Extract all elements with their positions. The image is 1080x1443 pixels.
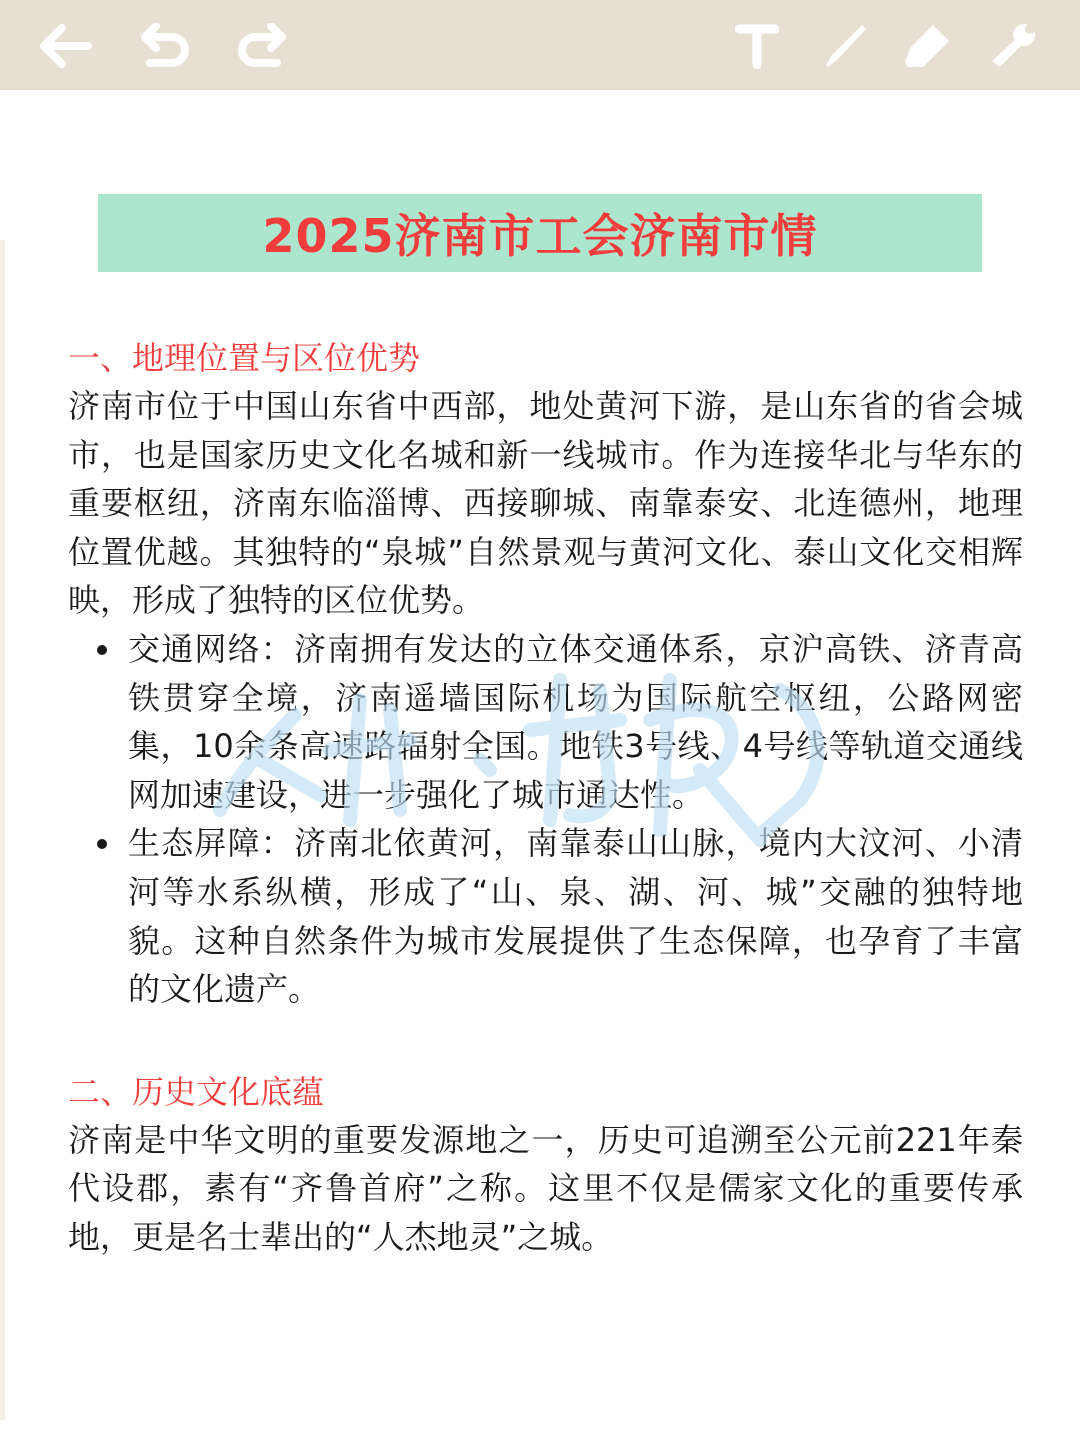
page-edge xyxy=(0,240,5,1420)
pen-tool-icon[interactable] xyxy=(815,16,875,76)
eraser-icon[interactable] xyxy=(898,16,958,76)
wrench-icon[interactable] xyxy=(983,16,1043,76)
undo-icon[interactable] xyxy=(135,16,195,76)
back-arrow-icon[interactable] xyxy=(35,16,95,76)
text-tool-icon[interactable] xyxy=(727,16,787,76)
bullet-list xyxy=(68,625,1023,1014)
bullet-item-ecology: 生态屏障：济南北依黄河，南靠泰山山脉，境内大汶河、小清河等水系纵横，形成了“山、泉、湖、河、城”交融的独特地貌。这种自然条件为城市发展提供了生态保障，也孕育了丰富的文化遗产。 xyxy=(128,819,1023,1013)
bullet-item-transport: 交通网络：济南拥有发达的立体交通体系，京沪高铁、济青高铁贯穿全境，济南遥墙国际机场为国际航空枢纽，公路网密集，10余条高速路辐射全国。地铁3号线、4号线等轨道交通线网加速建设，进一步强化了城市通达性。 xyxy=(128,625,1023,819)
title-banner xyxy=(98,194,982,272)
section-heading: 一、地理位置与区位优势 xyxy=(68,339,421,377)
page-title: 2025济南市工会济南市情 xyxy=(262,209,818,263)
section-paragraph: 济南是中华文明的重要发源地之一，历史可追溯至公元前221年秦代设郡，素有“齐鲁首府”之称。这里不仅是儒家文化的重要传承地，更是名士辈出的“人杰地灵”之城。 xyxy=(68,1120,1023,1256)
document-body xyxy=(68,334,1023,1262)
toolbar xyxy=(0,0,1080,90)
section-paragraph: 济南市位于中国山东省中西部，地处黄河下游，是山东省的省会城市，也是国家历史文化名城和新一线城市。作为连接华北与华东的重要枢纽，济南东临淄博、西接聊城、南靠泰安、北连德州，地理位置优越。其独特的“泉城”自然景观与黄河文化、泰山文化交相辉映，形成了独特的区位优势。 xyxy=(68,387,1023,620)
redo-icon[interactable] xyxy=(232,16,292,76)
section-heading: 二、历史文化底蕴 xyxy=(68,1072,325,1111)
